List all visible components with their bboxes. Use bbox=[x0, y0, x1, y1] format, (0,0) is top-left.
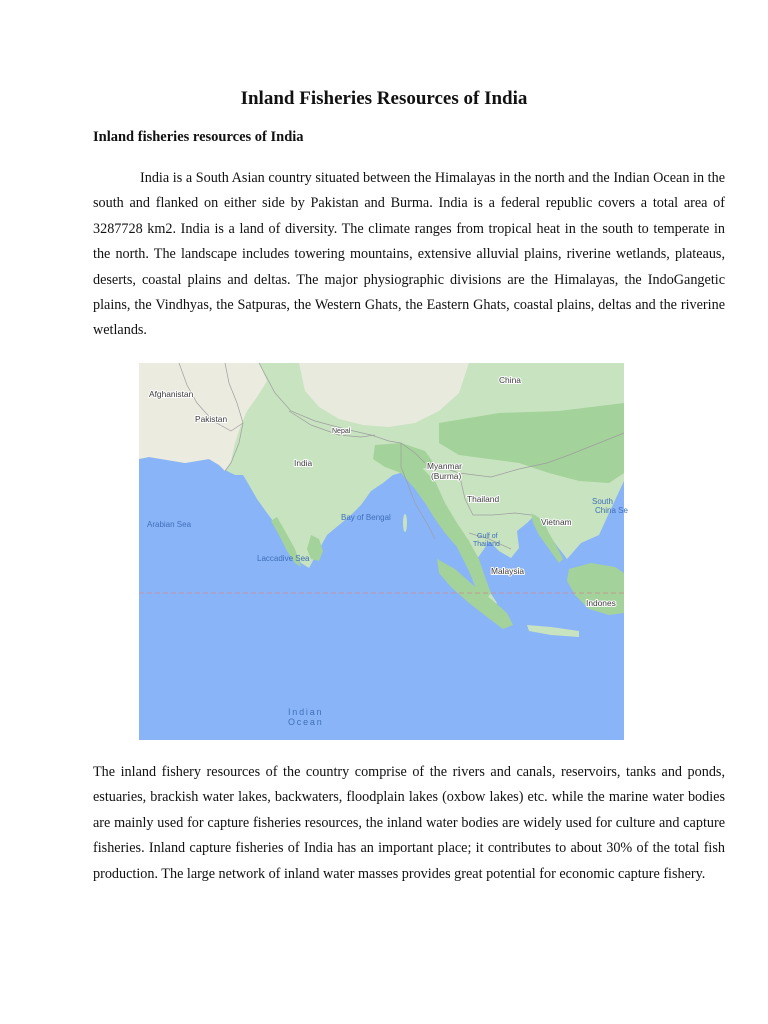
map-label-afghanistan: Afghanistan bbox=[149, 389, 194, 399]
inland-resources-paragraph: The inland fishery resources of the country comprise of the rivers and canals, reservoirs, tanks and ponds, estuaries, brackish water lakes, backwaters, floodplain lakes (oxbow lakes) etc. while the marine water bodies are mainly used for capture fisheries resources, the inland water bodies are widely used for culture and capture fisheries. Inland capture fisheries of India has an important place; it contributes to about 30% of the total fish production. The large network of inland water masses provides great potential for economic capture fishery. bbox=[93, 764, 725, 882]
map-label-south-china-sea-1: South bbox=[592, 497, 613, 506]
map-label-china: China bbox=[499, 375, 521, 385]
map-label-indian: Indian bbox=[288, 707, 324, 717]
map-svg bbox=[139, 363, 628, 740]
map-andaman-islands bbox=[403, 514, 407, 532]
map-label-myanmar: Myanmar bbox=[427, 461, 462, 471]
region-map bbox=[139, 363, 628, 740]
map-label-thailand: Thailand bbox=[467, 494, 500, 504]
map-label-burma: (Burma) bbox=[431, 471, 462, 481]
map-label-indonesia: Indones bbox=[586, 598, 616, 608]
map-label-bay-of-bengal: Bay of Bengal bbox=[341, 513, 391, 522]
map-label-malaysia: Malaysia bbox=[491, 566, 525, 576]
map-label-vietnam: Vietnam bbox=[541, 517, 572, 527]
map-label-ocean: Ocean bbox=[288, 717, 324, 727]
map-label-south-china-sea-2: China Se bbox=[595, 506, 628, 515]
map-label-gulf-of-thailand-1: Gulf of bbox=[477, 533, 498, 540]
section-heading: Inland fisheries resources of India bbox=[93, 129, 304, 145]
map-label-india: India bbox=[294, 458, 313, 468]
intro-paragraph: India is a South Asian country situated between the Himalayas in the north and the Indian Ocean in the south and flanked on either side by Pakistan and Burma. India is a federal republic covers a total area of 3287728 km2. India is a land of diversity. The climate ranges from tropical heat in the south to temperate in the north. The landscape includes towering mountains, extensive alluvial plains, riverine wetlands, plateaus, deserts, coastal plains and deltas. The major physiographic divisions are the Himalayas, the IndoGangetic plains, the Vindhyas, the Satpuras, the Western Ghats, the Eastern Ghats, coastal plains, deltas and the riverine wetlands. bbox=[93, 170, 725, 339]
document-title: Inland Fisheries Resources of India bbox=[240, 88, 528, 109]
map-label-pakistan: Pakistan bbox=[195, 414, 228, 424]
map-label-laccadive-sea: Laccadive Sea bbox=[257, 554, 310, 563]
map-label-arabian-sea: Arabian Sea bbox=[147, 520, 192, 529]
map-label-nepal: Nepal bbox=[332, 428, 351, 435]
map-label-gulf-of-thailand-2: Thailand bbox=[473, 541, 500, 548]
